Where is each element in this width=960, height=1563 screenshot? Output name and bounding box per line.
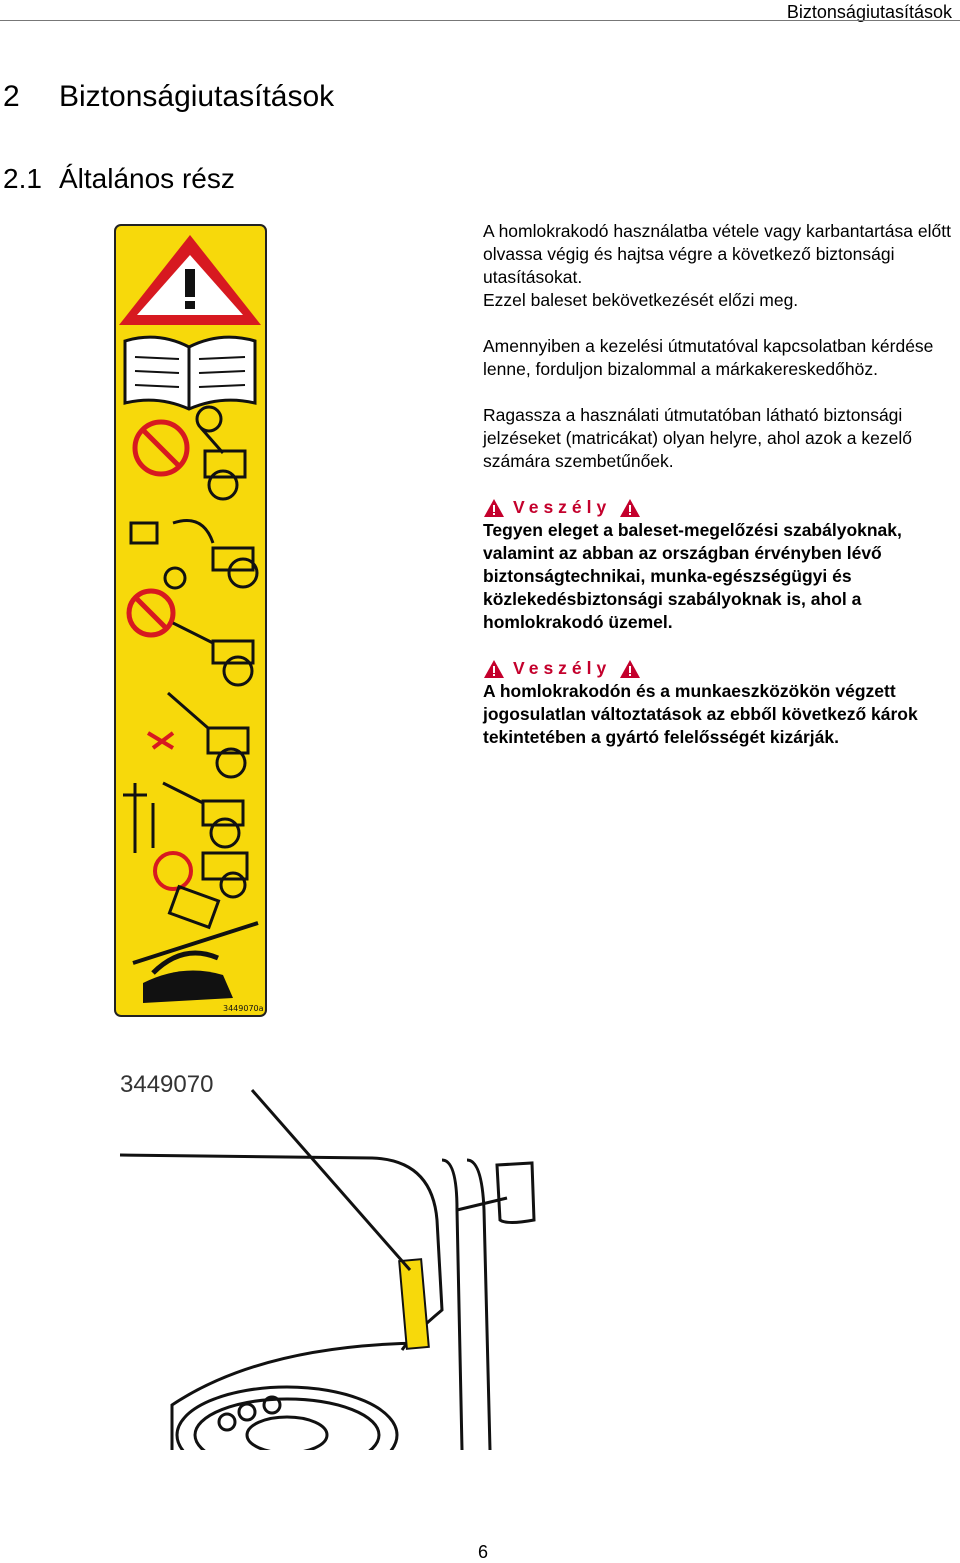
paragraph-stickers: Ragassza a használati útmutatóban látható biztonsági jelzéseket (matricákat) olyan helyre, ahol azok a kezelő számára szembetűnőek.: [483, 405, 912, 471]
danger-triangle-icon: [483, 659, 505, 679]
subsection-heading: [3, 163, 235, 195]
header-rule: [0, 20, 960, 21]
paragraph-intro: A homlokrakodó használatba vétele vagy karbantartása előtt olvassa végig és hajtsa végre a következő biztonsági utasításokat.: [483, 221, 951, 287]
danger-text-1: Tegyen eleget a baleset-megelőzési szabályoknak, valamint az abban az országban érvényben lévő biztonságtechnikai, munka-egészségügyi és közlekedésbiztonsági szabályoknak is, ahol a homlokrakodó üzemel.: [483, 520, 902, 632]
manual-book-icon: [125, 337, 255, 409]
sticker-code: 3449070a: [223, 1004, 264, 1013]
danger-text-2: A homlokrakodón és a munkaeszközökön végzett jogosulatlan változtatások az ebből következő károk tekintetében a gyártó felelősségét kizárják.: [483, 681, 918, 747]
danger-heading-text: Veszély: [513, 497, 612, 517]
paragraph-intro-2: Ezzel baleset bekövetkezését előzi meg.: [483, 290, 799, 310]
running-header: Biztonságiutasítások: [786, 2, 952, 22]
section-number: 2: [3, 80, 20, 113]
danger-triangle-icon: [619, 498, 641, 518]
danger-triangle-icon: [483, 498, 505, 518]
danger-heading-text: Veszély: [513, 658, 612, 678]
safety-sticker-figure: [113, 223, 268, 1018]
page-number: 6: [477, 1542, 488, 1562]
sticker-location-diagram: [112, 1060, 540, 1450]
paragraph-dealer: Amennyiben a kezelési útmutatóval kapcsolatban kérdése lenne, forduljon bizalommal a márkakereskedőhöz.: [483, 336, 934, 379]
section-title: Biztonságiutasítások: [59, 80, 335, 113]
body-text-column: [483, 220, 958, 772]
subsection-number: 2.1: [3, 163, 42, 194]
danger-heading-2: [483, 657, 958, 680]
sticker-placement-mark: [399, 1259, 429, 1349]
danger-triangle-icon: [619, 659, 641, 679]
diagram-label: 3449070: [120, 1071, 214, 1098]
danger-heading-1: [483, 496, 958, 519]
subsection-title: Általános rész: [59, 163, 235, 194]
section-heading: [3, 80, 334, 114]
